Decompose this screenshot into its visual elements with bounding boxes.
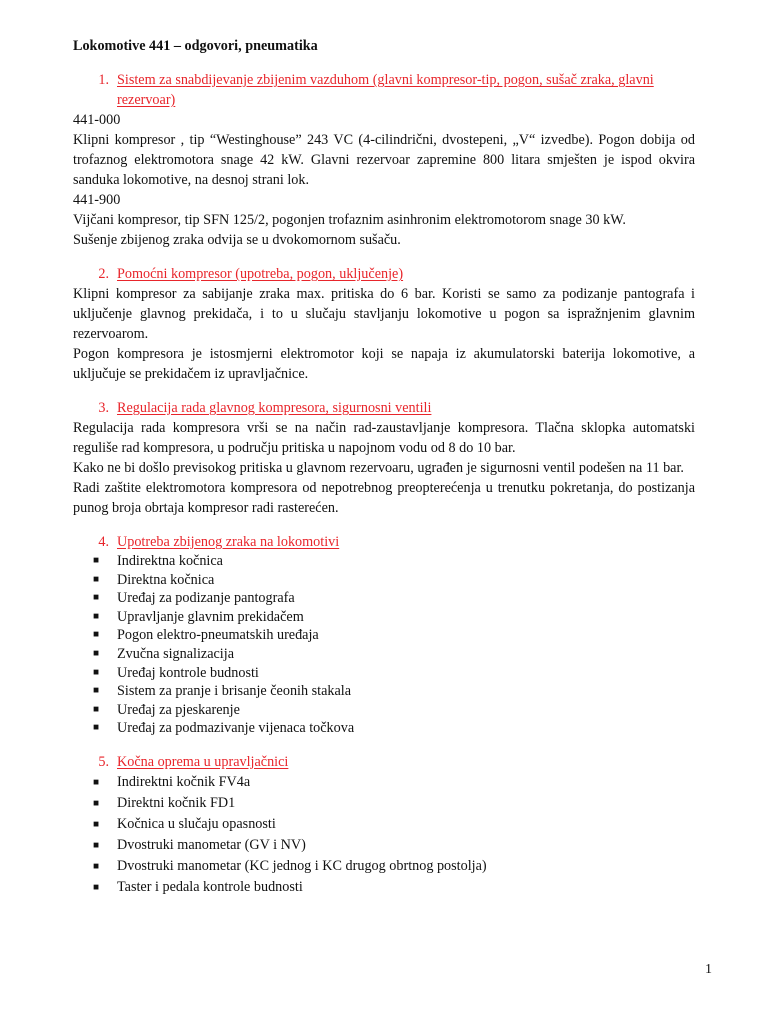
list-item — [73, 571, 695, 590]
list-item — [73, 552, 695, 571]
list-item — [73, 719, 695, 738]
section-4 — [73, 532, 695, 738]
list-item-text: Uređaj za podizanje pantografa — [117, 590, 295, 607]
section-number: 5. — [98, 753, 109, 770]
section-heading — [73, 70, 695, 110]
bullet-icon: ■ — [93, 555, 100, 566]
list-item-text: Uređaj za pjeskarenje — [117, 701, 240, 718]
paragraph: Radi zaštite elektromotora kompresora od nepotrebnog preopterećenja u trenutku pokretanja, do postizanja punog broja obrtaja kompresor radi rasterećen. — [73, 480, 695, 516]
list-item — [73, 645, 695, 664]
bullet-icon: ■ — [93, 592, 100, 604]
paragraph: Klipni kompresor za sabijanje zraka max. pritiska do 6 bar. Koristi se samo za podizanje pantografa i uključenje glavnog prekidača, i to u slučaju stavljanju lokomotive u pogon sa ispražnjenim glavnim rezervoarom. — [73, 286, 695, 342]
bullet-icon: ■ — [93, 818, 100, 830]
list-item-text: Dvostruki manometar (KC jednog i KC drugog obrtnog postolja) — [117, 857, 487, 874]
list-item-text: Uređaj za podmazivanje vijenaca točkova — [117, 720, 355, 737]
list-item — [73, 835, 695, 856]
bullet-icon: ■ — [93, 685, 100, 697]
paragraph: 441-000 — [73, 112, 121, 128]
list-item — [73, 856, 695, 877]
section-title: Kočna oprema u upravljačnici — [117, 753, 289, 770]
bullet-icon: ■ — [93, 722, 100, 734]
list-item — [73, 626, 695, 645]
list-item-text: Kočnica u slučaju opasnosti — [117, 815, 276, 832]
list-item — [73, 772, 695, 793]
list-item — [73, 877, 695, 898]
list-item — [73, 664, 695, 683]
list-item — [73, 701, 695, 720]
list-item — [73, 793, 695, 814]
paragraph: Regulacija rada kompresora vrši se na način rad-zaustavljanje kompresora. Tlačna sklopka automatski reguliše rad kompresora, u području pritiska u napojnom vodu od 8 do 10 bar. — [73, 420, 695, 456]
section-1 — [73, 70, 695, 250]
section-heading — [73, 398, 695, 418]
list-item-text: Zvučna signalizacija — [117, 645, 234, 662]
list-item-text: Direktni kočnik FD1 — [117, 794, 236, 811]
list-item-text: Dvostruki manometar (GV i NV) — [117, 836, 306, 853]
bullet-icon: ■ — [93, 629, 100, 641]
section-number: 1. — [98, 72, 109, 88]
section-title: Pomoćni kompresor (upotreba, pogon, uključenje) — [117, 266, 404, 282]
section-heading — [73, 752, 695, 772]
paragraph: Vijčani kompresor, tip SFN 125/2, pogonjen trofaznim asinhronim elektromotorom snage 30 kW. — [73, 212, 626, 228]
section-3 — [73, 398, 695, 518]
list-item — [73, 608, 695, 627]
bullet-icon: ■ — [93, 573, 100, 585]
list-item-text: Taster i pedala kontrole budnosti — [117, 878, 303, 895]
list-item-text: Indirektni kočnik FV4a — [117, 773, 251, 790]
section-title: Regulacija rada glavnog kompresora, sigurnosni ventili — [117, 400, 432, 416]
bullet-icon: ■ — [93, 776, 100, 788]
bullet-icon: ■ — [93, 881, 100, 893]
section-5 — [73, 752, 695, 898]
list-item-text: Upravljanje glavnim prekidačem — [117, 608, 304, 625]
paragraph: 441-900 — [73, 192, 121, 208]
section-number: 3. — [98, 400, 109, 416]
bullet-list — [73, 552, 695, 738]
list-item-text: Indirektna kočnica — [117, 553, 223, 569]
section-2 — [73, 264, 695, 384]
paragraph: Kako ne bi došlo previsokog pritiska u glavnom rezervoaru, ugrađen je sigurnosni ventil podešen na 11 bar. — [73, 460, 684, 476]
section-heading — [73, 532, 695, 552]
list-item — [73, 682, 695, 701]
bullet-icon: ■ — [93, 860, 100, 872]
document-title: Lokomotive 441 – odgovori, pneumatika — [73, 38, 318, 54]
list-item-text: Sistem za pranje i brisanje čeonih stakala — [117, 683, 352, 700]
list-item-text: Uređaj kontrole budnosti — [117, 664, 259, 681]
list-item — [73, 589, 695, 608]
list-item-text: Pogon elektro-pneumatskih uređaja — [117, 627, 319, 644]
paragraph: Sušenje zbijenog zraka odvija se u dvokomornom sušaču. — [73, 232, 401, 248]
section-number: 4. — [98, 534, 109, 550]
section-title: Sistem za snabdijevanje zbijenim vazduhom (glavni kompresor-tip, pogon, sušač zraka, glavni rezervoar) — [117, 72, 654, 108]
list-item — [73, 814, 695, 835]
bullet-icon: ■ — [93, 703, 100, 715]
section-heading — [73, 264, 695, 284]
bullet-icon: ■ — [93, 839, 100, 851]
bullet-icon: ■ — [93, 666, 100, 678]
section-number: 2. — [98, 266, 109, 282]
paragraph: Pogon kompresora je istosmjerni elektromotor koji se napaja iz akumulatorski baterija lokomotive, a uključuje se prekidačem iz upravljačnice. — [73, 346, 695, 382]
paragraph: Klipni kompresor , tip “Westinghouse” 243 VC (4-cilindrični, dvostepeni, „V“ izvedbe). Pogon dobija od trofaznog elektromotora snage 42 kW. Glavni rezervoar zapremine 800 litara smješten je ispod okvira sanduka lokomotive, na desnoj strani lok. — [73, 132, 695, 188]
section-title: Upotreba zbijenog zraka na lokomotivi — [117, 534, 340, 550]
bullet-icon: ■ — [93, 610, 100, 622]
page-number: 1 — [705, 962, 712, 977]
bullet-list — [73, 772, 695, 898]
list-item-text: Direktna kočnica — [117, 571, 215, 588]
bullet-icon: ■ — [93, 797, 100, 809]
bullet-icon: ■ — [93, 647, 100, 659]
